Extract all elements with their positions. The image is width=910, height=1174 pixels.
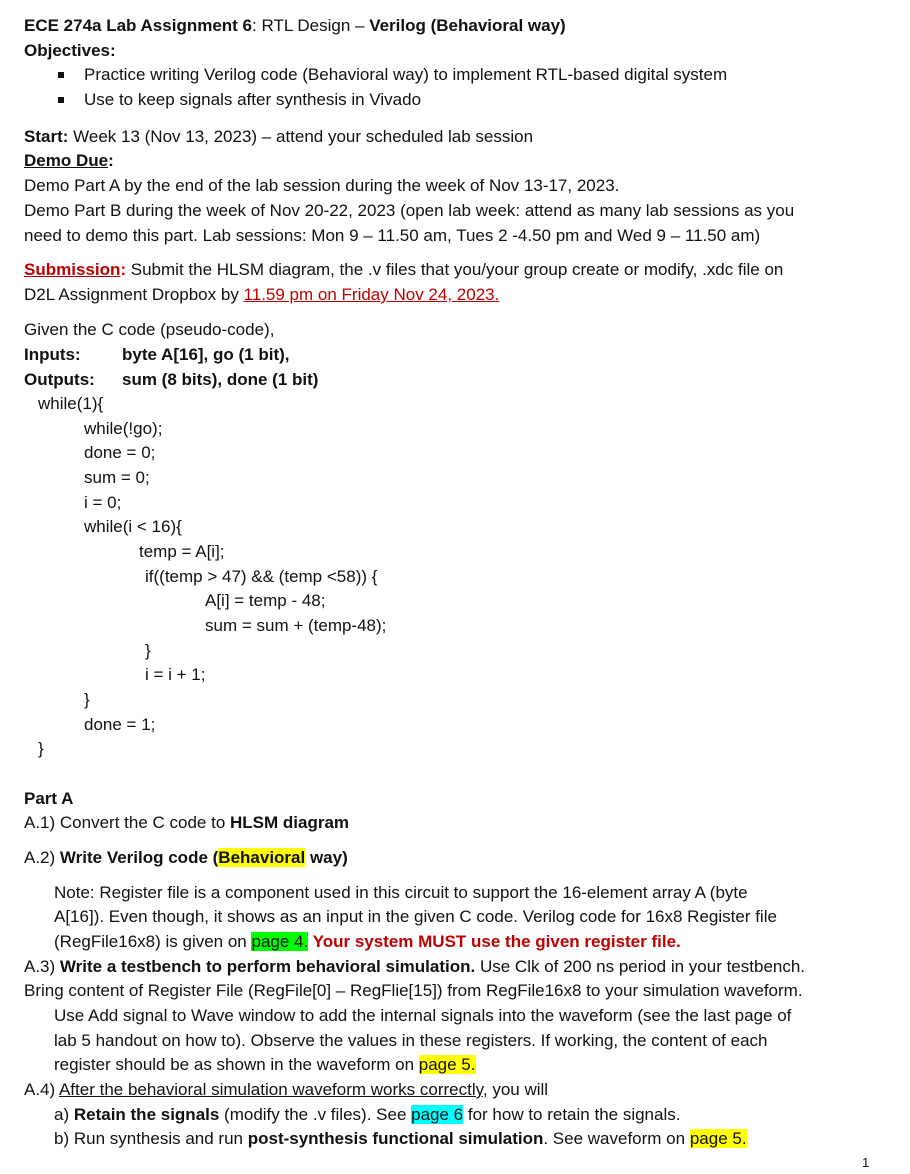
behavioral-highlight: Behavioral [218, 848, 306, 867]
step-a1: A.1) Convert the C code to HLSM diagram [24, 813, 350, 832]
verilog-way: Verilog (Behavioral way) [369, 16, 566, 35]
objectives-heading: Objectives: [24, 41, 116, 60]
objective-item: Practice writing Verilog code (Behavioral way) to implement RTL-based digital system [84, 65, 728, 84]
page-5-reference[interactable]: page 5. [689, 1129, 747, 1148]
code-line: if((temp > 47) && (temp <58)) { [145, 567, 378, 586]
topic: RTL Design – [261, 16, 370, 35]
submission-line: Submission: Submit the HLSM diagram, the .v files that you/your group create or modify, .xdc file on [24, 260, 784, 279]
inputs-value: byte A[16], go (1 bit), [122, 345, 290, 364]
note-line: (RegFile16x8) is given on page 4. Your system MUST use the given register file. [54, 932, 681, 951]
code-line: while(!go); [84, 419, 163, 438]
code-line: temp = A[i]; [139, 542, 225, 561]
code-line: A[i] = temp - 48; [205, 591, 326, 610]
start-label: Start: [24, 127, 69, 146]
code-line: done = 1; [84, 715, 156, 734]
step-a4b: b) Run synthesis and run post-synthesis functional simulation. See waveform on page 5. [54, 1129, 747, 1148]
page-4-reference[interactable]: page 4. [251, 932, 309, 951]
step-a4a: a) Retain the signals (modify the .v files). See page 6 for how to retain the signals. [54, 1105, 681, 1124]
code-line: } [38, 739, 44, 758]
demo-line: Demo Part B during the week of Nov 20-22, 2023 (open lab week: attend as many lab sessions as you [24, 201, 795, 220]
demo-due-heading: Demo Due: [24, 151, 114, 170]
note-line: A[16]). Even though, it shows as an input in the given C code. Verilog code for 16x8 Register file [54, 907, 777, 926]
submission-label: Submission [24, 260, 121, 279]
step-a3-line: Bring content of Register File (RegFile[0] – RegFlie[15]) from RegFile16x8 to your simulation waveform. [24, 981, 803, 1000]
demo-line: Demo Part A by the end of the lab session during the week of Nov 13-17, 2023. [24, 176, 620, 195]
bullet-icon [58, 72, 64, 78]
bullet-icon [58, 97, 64, 103]
submission-deadline-line: D2L Assignment Dropbox by 11.59 pm on Friday Nov 24, 2023. [24, 285, 500, 304]
step-a3-line: lab 5 handout on how to). Observe the values in these registers. If working, the content of each [54, 1031, 768, 1050]
code-line: } [84, 690, 90, 709]
register-file-warning: Your system MUST use the given register file. [308, 932, 681, 951]
document-title: ECE 274a Lab Assignment 6: RTL Design – Verilog (Behavioral way) [24, 16, 566, 35]
outputs-value: sum (8 bits), done (1 bit) [122, 370, 319, 389]
code-line: done = 0; [84, 443, 156, 462]
step-a2: A.2) Write Verilog code (Behavioral way) [24, 848, 348, 867]
step-a4: A.4) After the behavioral simulation waveform works correctly, you will [24, 1080, 549, 1099]
step-a3-line: Use Add signal to Wave window to add the internal signals into the waveform (see the last page of [54, 1006, 792, 1025]
code-line: sum = sum + (temp-48); [205, 616, 387, 635]
outputs-label: Outputs: [24, 370, 95, 389]
page-6-reference[interactable]: page 6 [411, 1105, 464, 1124]
objective-item: Use to keep signals after synthesis in Vivado [84, 90, 422, 109]
demo-line: need to demo this part. Lab sessions: Mon 9 – 11.50 am, Tues 2 -4.50 pm and Wed 9 – 11.50 am) [24, 226, 761, 245]
deadline-link[interactable]: 11.59 pm on Friday Nov 24, 2023. [243, 285, 500, 304]
step-a3: A.3) Write a testbench to perform behavioral simulation. Use Clk of 200 ns period in your testbench. [24, 957, 806, 976]
code-line: while(i < 16){ [84, 517, 182, 536]
code-line: i = 0; [84, 493, 122, 512]
given-text: Given the C code (pseudo-code), [24, 320, 275, 339]
code-line: i = i + 1; [145, 665, 206, 684]
code-line: } [145, 641, 151, 660]
note-line: Note: Register file is a component used in this circuit to support the 16-element array A (byte [54, 883, 748, 902]
code-line: while(1){ [38, 394, 104, 413]
part-a-title: Part A [24, 789, 74, 808]
page-5-reference[interactable]: page 5. [418, 1055, 476, 1074]
course-title: ECE 274a Lab Assignment 6 [24, 16, 253, 35]
start-line: Start: Week 13 (Nov 13, 2023) – attend your scheduled lab session [24, 127, 534, 146]
page-number: 1 [862, 1155, 870, 1170]
step-a3-line: register should be as shown in the waveform on page 5. [54, 1055, 476, 1074]
inputs-label: Inputs: [24, 345, 81, 364]
code-line: sum = 0; [84, 468, 150, 487]
